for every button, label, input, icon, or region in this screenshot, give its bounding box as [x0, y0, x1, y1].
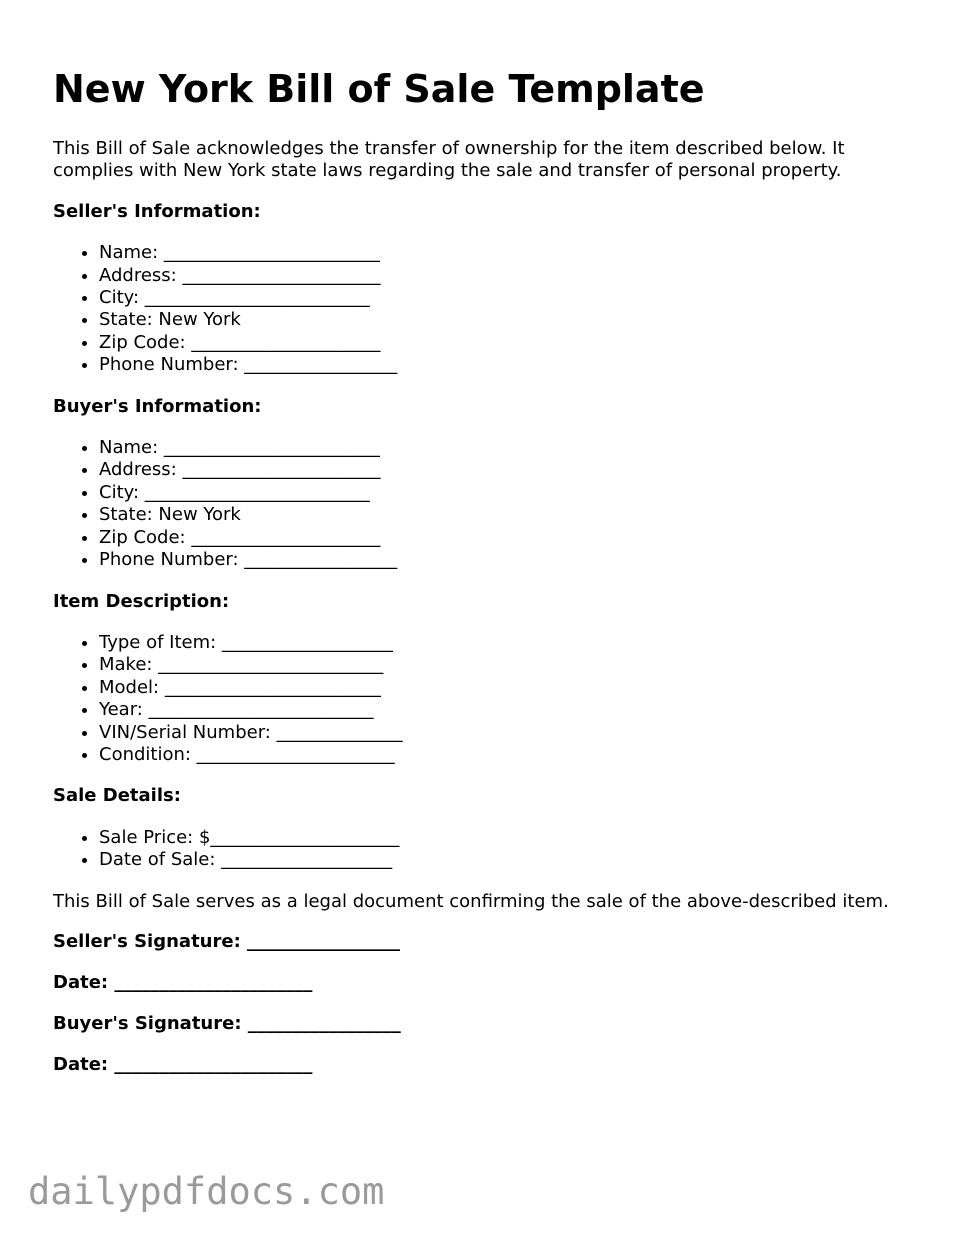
document-page — [53, 62, 903, 1095]
seller-state-field: • State: New York — [99, 309, 903, 331]
seller-info-list — [53, 242, 903, 376]
item-type-field: • Type of Item: ___________________ — [99, 632, 903, 654]
seller-date-line: Date: ______________________ — [53, 971, 313, 993]
buyer-zip-field: • Zip Code: _____________________ — [99, 527, 903, 549]
watermark: dailypdfdocs.com — [28, 1170, 385, 1213]
seller-address-field: • Address: ______________________ — [99, 265, 903, 287]
sale-details-heading: Sale Details: — [53, 785, 181, 807]
closing-paragraph: This Bill of Sale serves as a legal document confirming the sale of the above-described item. — [53, 890, 889, 912]
item-condition-field: • Condition: ______________________ — [99, 744, 903, 766]
item-vin-field: • VIN/Serial Number: ______________ — [99, 722, 903, 744]
seller-zip-field: • Zip Code: _____________________ — [99, 332, 903, 354]
buyer-phone-field: • Phone Number: _________________ — [99, 549, 903, 571]
buyer-state-field: • State: New York — [99, 504, 903, 526]
item-make-field: • Make: _________________________ — [99, 654, 903, 676]
sale-date-field: • Date of Sale: ___________________ — [99, 849, 903, 871]
item-description-list — [53, 632, 903, 766]
sale-price-field: • Sale Price: $_____________________ — [99, 827, 903, 849]
sale-details-list — [53, 827, 903, 872]
item-description-heading: Item Description: — [53, 590, 230, 612]
item-year-field: • Year: _________________________ — [99, 699, 903, 721]
item-model-field: • Model: ________________________ — [99, 677, 903, 699]
intro-paragraph: This Bill of Sale acknowledges the transfer of ownership for the item described below. It complies with New York state laws regarding the sale and transfer of personal property. — [53, 138, 845, 182]
document-title: New York Bill of Sale Template — [53, 67, 705, 111]
buyer-city-field: • City: _________________________ — [99, 482, 903, 504]
buyer-date-line: Date: ______________________ — [53, 1053, 313, 1075]
buyer-name-field: • Name: ________________________ — [99, 437, 903, 459]
seller-info-heading: Seller's Information: — [53, 200, 261, 222]
buyer-signature-line: Buyer's Signature: _________________ — [53, 1012, 401, 1034]
seller-city-field: • City: _________________________ — [99, 287, 903, 309]
buyer-info-list — [53, 437, 903, 571]
seller-signature-line: Seller's Signature: _________________ — [53, 930, 401, 952]
seller-name-field: • Name: ________________________ — [99, 242, 903, 264]
buyer-info-heading: Buyer's Information: — [53, 395, 262, 417]
buyer-address-field: • Address: ______________________ — [99, 459, 903, 481]
seller-phone-field: • Phone Number: _________________ — [99, 354, 903, 376]
